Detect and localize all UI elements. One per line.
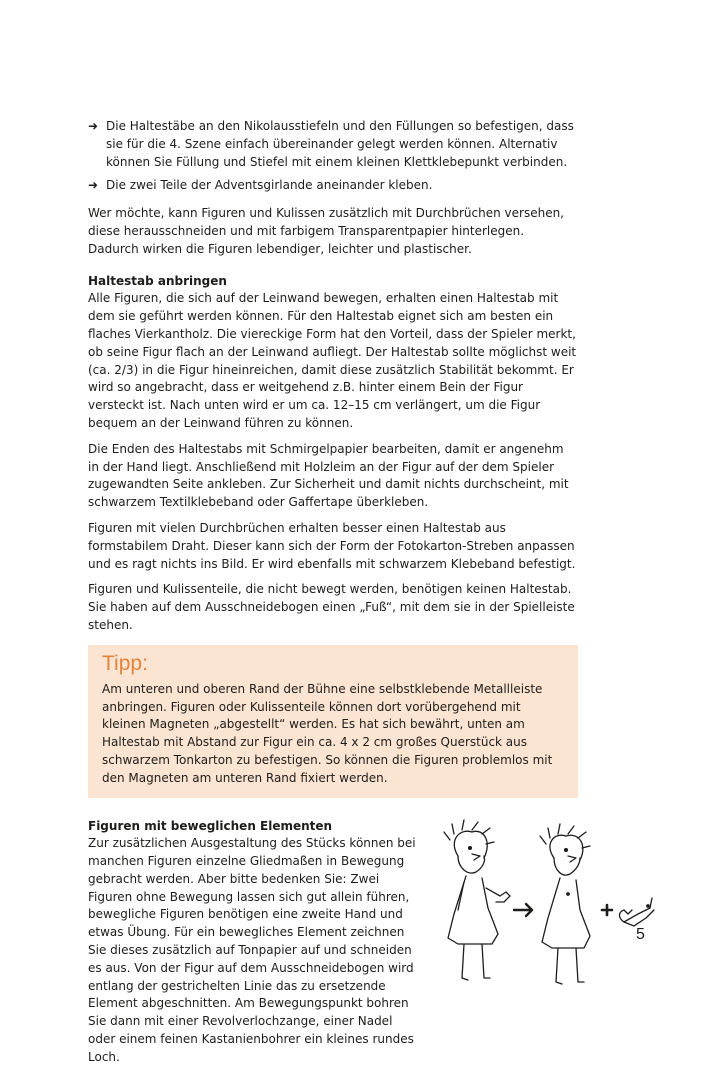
tipp-text: Am unteren und oberen Rand der Bühne eine selbstklebende Metallleiste anbringen. Figuren oder Kulissenteile können dort vorübergehend mit kleinen Magneten „abgestellt“ werden. Es hat sich bewährt, unten am Haltestab mit Abstand zur Figur ein ca. 4 x 2 cm großes Querstück aus schwarzem Tonkarton zu befestigen. So können die Figuren problemlos mit den Magneten am unteren Rand fixiert werden. [102, 681, 553, 785]
arrow-right-icon [514, 904, 532, 916]
intro-paragraph: Wer möchte, kann Figuren und Kulissen zusätzlich mit Durchbrüchen versehen, diese herausschneiden und mit farbigem Transparentpapier hinterlegen. Dadurch wirken die Figuren lebendiger, leichter und plastischer. [88, 206, 564, 256]
paragraph: Figuren mit vielen Durchbrüchen erhalten besser einen Haltestab aus formstabilem Draht. Dieser kann sich der Form der Fotokarton-Streben anpassen und es ragt nichts ins Bild. Er wird ebenfalls mit schwarzem Klebeband befestigt. [88, 520, 576, 571]
bullet-item [88, 177, 578, 195]
paragraph: Alle Figuren, die sich auf der Leinwand bewegen, erhalten einen Haltestab mit dem sie geführt werden können. Für den Haltestab eignet sich am besten ein flaches Vierkantholz. Die viereckige Form hat den Vorteil, dass der Spieler merkt, ob seine Figur flach an der Leinwand aufliegt. Der Haltestab sollte möglichst weit (ca. 2/3) in die Figur hineinreichen, damit diese zusätzlich Stabilität bekommt. Er wird so angebracht, dass er weitgehend z.B. hinter einem Bein der Figur versteckt ist. Nach unten wird er um ca. 12–15 cm verlängert, um die Figur bequem an der Leinwand führen zu können. [88, 291, 577, 430]
movable-arm [620, 898, 655, 926]
paragraph: Die Enden des Haltestabs mit Schmirgelpapier bearbeiten, damit er angenehm in der Hand liegt. Anschließend mit Holzleim an der Figur auf der dem Spieler zugewandten Seite ankleben. Zur Sicherheit und damit nichts durchscheint, mit schwarzem Textilklebeband oder Gaffertape überkleben. [88, 441, 569, 510]
bewegliche-text-column [88, 818, 418, 1067]
section-heading-bewegliche: Figuren mit beweglichen Elementen [88, 818, 333, 833]
paragraph: Zur zusätzlichen Ausgestaltung des Stücks können bei manchen Figuren einzelne Gliedmaßen in Bewegung gebracht werden. Aber bitte bedenken Sie: Zwei Figuren ohne Bewegung lassen sich gut allein führen, bewegliche Figuren benötigen eine zweite Hand und etwas Übung. Für ein bewegliches Element zeichnen Sie dieses zusätzlich auf Tonpapier auf und schneiden es aus. Von der Figur auf dem Ausschneidebogen wird entlang der gestrichelten Linie das zu ersetzende Element abgeschnitten. Am Bewegungspunkt bohren Sie dann mit einer Revolverlochzange, einer Nadel oder einem feinen Kastanienbohrer ein kleines rundes Loch. [88, 836, 416, 1064]
bewegliche-section [88, 818, 578, 1067]
bullet-text: Die zwei Teile der Adventsgirlande aneinander kleben. [106, 178, 433, 193]
tipp-title: Tipp: [102, 651, 148, 675]
tipp-box [88, 645, 578, 798]
bullet-text: Die Haltestäbe an den Nikolausstiefeln und den Füllungen so befestigen, dass sie für die 4. Szene einfach übereinander gelegt werden können. Alternativ können Sie Füllung und Stiefel mit einem kleinen Klettklebepunkt verbinden. [106, 119, 574, 169]
plus-icon [602, 905, 612, 915]
arrow-icon: ➜ [88, 178, 99, 193]
arrow-icon: ➜ [88, 119, 99, 133]
bullet-list [88, 118, 578, 195]
section-heading-haltestab: Haltestab anbringen [88, 273, 227, 288]
page-content [88, 118, 578, 1075]
figure-complete [444, 820, 510, 980]
figure-arm-removed [540, 824, 590, 984]
bullet-item [88, 118, 578, 171]
figure-illustration [428, 818, 658, 998]
page-number: 5 [636, 926, 645, 943]
paragraph: Figuren und Kulissenteile, die nicht bewegt werden, benötigen keinen Haltestab. Sie haben auf dem Ausschneidebogen einen „Fuß“, mit dem sie in der Spielleiste stehen. [88, 582, 575, 632]
